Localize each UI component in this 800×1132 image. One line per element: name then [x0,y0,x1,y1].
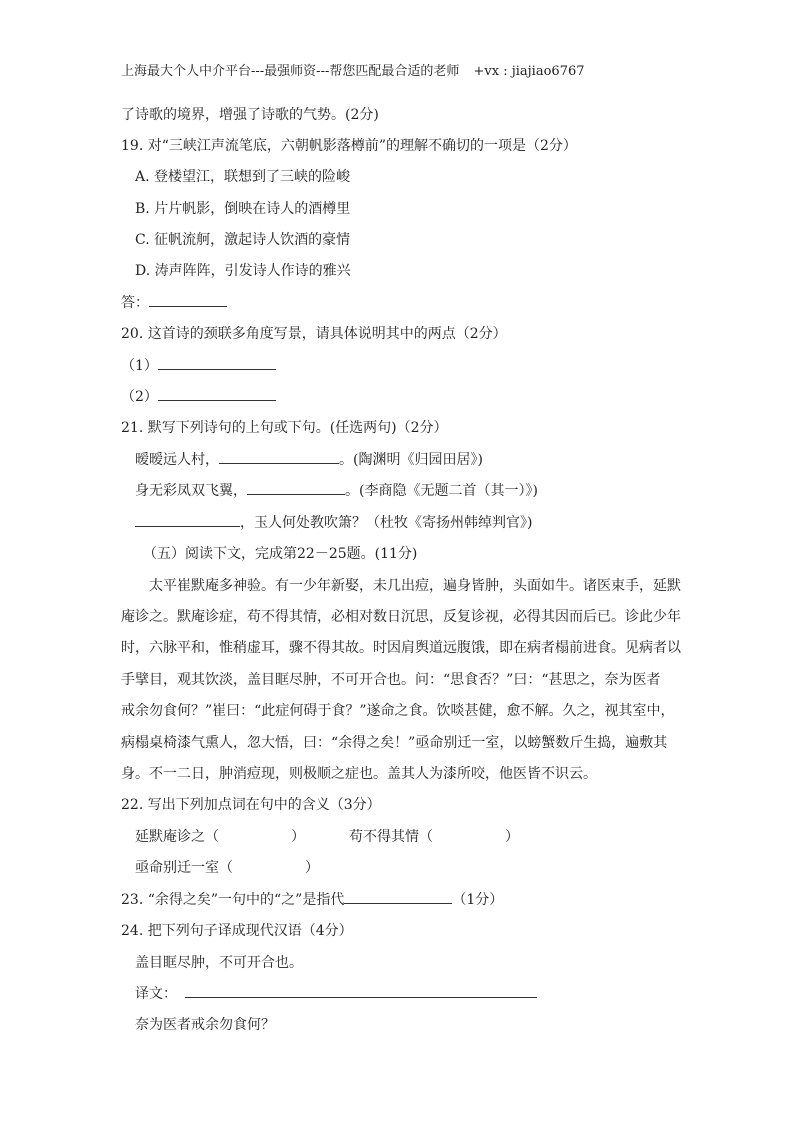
poem-blank-1[interactable] [219,451,339,464]
poem-blank-2[interactable] [247,482,345,495]
option-d: D. 涛声阵阵，引发诗人作诗的雅兴 [135,263,351,279]
page-header [121,60,585,79]
answer-label: 答： [121,295,149,311]
passage-line: 太平崔默庵多神验。有一少年新娶，未几出痘，遍身皆肿，头面如牛。诸医束手，延默 [149,578,681,594]
term-3-close: ） [305,860,319,876]
question-21: 21. 默写下列诗句的上句或下句。(任选两句)（2分） [121,420,448,436]
term-1-close: ） [291,829,305,845]
answer-number-2: （2） [121,389,158,405]
translate-sentence-1: 盖目眶尽肿，不可开合也。 [135,955,303,971]
answer-line-1 [121,357,276,375]
term-1: 延默庵诊之（ [135,829,219,845]
poem-blank-3[interactable] [135,514,240,527]
poem-line-1 [135,451,483,469]
poem-source-1: 。(陶渊明《归园田居》) [339,452,483,468]
term-line-2 [349,828,519,846]
question-23-text: 23. “余得之矣”一句中的“之”是指代 [121,892,345,908]
translation-line [135,985,537,1003]
option-b: B. 片片帆影，倒映在诗人的酒樽里 [135,201,351,217]
header-contact: +vx : jiajiao6767 [473,64,585,79]
translation-label: 译文： [135,986,177,1002]
answer-number-1: （1） [121,358,158,374]
poem-text-1: 暧暧远人村， [135,452,219,468]
text-line: 了诗歌的境界，增强了诗歌的气势。(2分) [121,107,379,123]
question-22: 22. 写出下列加点词在句中的含义（3分） [121,797,381,813]
question-23-points: （1分） [452,892,504,908]
passage-line: 手擘目，观其饮淡，盖目眶尽肿，不可开合也。问：“思食否？”曰：“甚思之，奈为医者 [121,672,661,688]
question-23 [121,891,503,909]
term-2: 苟不得其情（ [349,829,433,845]
passage-line: 身。不一二日，肿消痘现，则极顺之症也。盖其人为漆所咬，他医皆不识云。 [121,766,597,782]
translation-blank[interactable] [185,985,537,998]
answer-blank[interactable] [149,294,227,307]
poem-text-2: 身无彩凤双飞翼， [135,483,247,499]
option-c: C. 征帆流舸，激起诗人饮酒的豪情 [135,232,351,248]
answer-blank-2[interactable] [158,388,276,401]
question-19: 19. 对“三峡江声流笔底，六朝帆影落樽前”的理解不确切的一项是（2分） [121,138,577,154]
poem-line-2 [135,482,538,500]
answer-line-2 [121,388,276,406]
term-2-close: ） [505,829,519,845]
passage-line: 时，六脉平和，惟稍虚耳，骤不得其故。时因肩舆道远腹饿，即在病者榻前进食。见病者以 [121,640,681,656]
answer-line [121,294,227,312]
poem-text-3: ，玉人何处教吹箫？（杜牧《寄扬州韩绰判官》) [240,515,533,531]
answer-blank-1[interactable] [158,357,276,370]
question-24: 24. 把下列句子译成现代汉语（4分） [121,923,353,939]
header-text: 上海最大个人中介平台---最强师资---帮您匹配最合适的老师 [121,64,460,79]
question-23-blank[interactable] [344,891,452,904]
poem-line-3 [135,514,532,532]
passage-line: 病榻桌椅漆气熏人，忽大悟，曰：“余得之矣！”亟命别迁一室，以螃蟹数斤生捣，遍敷其 [121,735,668,751]
passage-line: 戒余勿食何？”崔曰：“此症何碍于食？”遂命之食。饮啖甚健，愈不解。久之，视其室中， [121,703,675,719]
poem-source-2: 。(李商隐《无题二首（其一）》) [345,483,538,499]
term-line-3 [135,859,319,877]
term-3: 亟命别迁一室（ [135,860,233,876]
section-5-heading: （五）阅读下文，完成第22－25题。(11分) [143,546,418,562]
option-a: A. 登楼望江，联想到了三峡的险峻 [135,169,351,185]
question-20: 20. 这首诗的颈联多角度写景，请具体说明其中的两点（2分） [121,326,507,342]
translate-sentence-2: 奈为医者戒余勿食何？ [135,1017,275,1033]
passage-line: 庵诊之。默庵诊症，苟不得其情，必相对数日沉思，反复诊视，必得其因而后已。诊此少年 [121,609,681,625]
term-line-1 [135,828,305,846]
